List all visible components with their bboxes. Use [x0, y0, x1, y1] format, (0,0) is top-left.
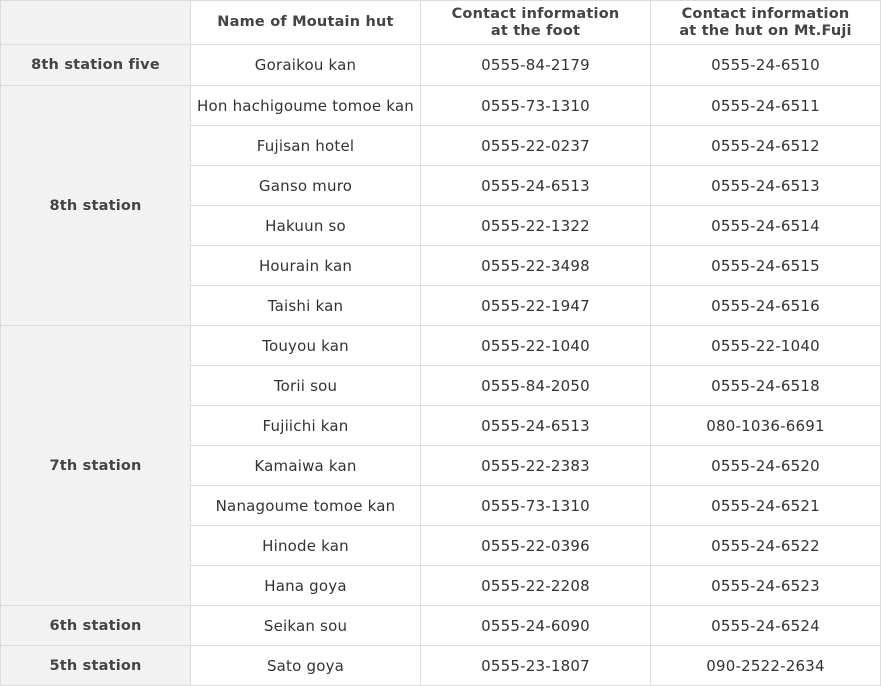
header-foot-contact — [421, 1, 651, 45]
foot-contact-cell: 0555-24-6513 — [421, 406, 651, 446]
hut-name-cell: Hinode kan — [191, 526, 421, 566]
header-hut-contact — [651, 1, 881, 45]
hut-contact-cell: 0555-24-6512 — [651, 126, 881, 166]
hut-contact-cell: 0555-22-1040 — [651, 326, 881, 366]
hut-name-cell: Ganso muro — [191, 166, 421, 206]
station-label: 5th station — [1, 646, 191, 686]
hut-name-cell: Hourain kan — [191, 246, 421, 286]
hut-name-cell: Fujisan hotel — [191, 126, 421, 166]
table-header — [1, 1, 881, 45]
hut-contact-cell: 0555-24-6514 — [651, 206, 881, 246]
foot-contact-cell: 0555-22-0396 — [421, 526, 651, 566]
foot-contact-cell: 0555-84-2050 — [421, 366, 651, 406]
hut-contact-cell: 0555-24-6516 — [651, 286, 881, 326]
header-corner-cell — [1, 1, 191, 45]
hut-contact-cell: 0555-24-6510 — [651, 45, 881, 86]
table-row — [1, 45, 881, 86]
foot-contact-cell: 0555-22-0237 — [421, 126, 651, 166]
hut-name-cell: Touyou kan — [191, 326, 421, 366]
header-foot-contact-line1: Contact information — [451, 5, 620, 22]
hut-contact-cell: 080-1036-6691 — [651, 406, 881, 446]
hut-name-cell: Nanagoume tomoe kan — [191, 486, 421, 526]
table-body — [1, 45, 881, 686]
hut-name-cell: Hana goya — [191, 566, 421, 606]
hut-name-cell: Goraikou kan — [191, 45, 421, 86]
table-row — [1, 606, 881, 646]
foot-contact-cell: 0555-22-2383 — [421, 446, 651, 486]
hut-contact-cell: 0555-24-6523 — [651, 566, 881, 606]
foot-contact-cell: 0555-84-2179 — [421, 45, 651, 86]
hut-contact-cell: 0555-24-6521 — [651, 486, 881, 526]
hut-contact-cell: 0555-24-6515 — [651, 246, 881, 286]
hut-name-cell: Hakuun so — [191, 206, 421, 246]
foot-contact-cell: 0555-23-1807 — [421, 646, 651, 686]
table-row — [1, 326, 881, 366]
header-foot-contact-line2: at the foot — [490, 22, 581, 39]
hut-name-cell: Hon hachigoume tomoe kan — [191, 86, 421, 126]
station-label: 8th station — [1, 86, 191, 326]
table-row — [1, 86, 881, 126]
foot-contact-cell: 0555-22-2208 — [421, 566, 651, 606]
hut-name-cell: Taishi kan — [191, 286, 421, 326]
hut-contact-cell: 0555-24-6518 — [651, 366, 881, 406]
header-row — [1, 1, 881, 45]
foot-contact-cell: 0555-22-1947 — [421, 286, 651, 326]
hut-name-cell: Kamaiwa kan — [191, 446, 421, 486]
foot-contact-cell: 0555-73-1310 — [421, 86, 651, 126]
foot-contact-cell: 0555-22-1322 — [421, 206, 651, 246]
foot-contact-cell: 0555-73-1310 — [421, 486, 651, 526]
hut-contact-cell: 0555-24-6522 — [651, 526, 881, 566]
hut-name-cell: Sato goya — [191, 646, 421, 686]
station-label: 6th station — [1, 606, 191, 646]
foot-contact-cell: 0555-24-6513 — [421, 166, 651, 206]
hut-contact-cell: 090-2522-2634 — [651, 646, 881, 686]
station-label: 7th station — [1, 326, 191, 606]
hut-contact-cell: 0555-24-6511 — [651, 86, 881, 126]
foot-contact-cell: 0555-22-1040 — [421, 326, 651, 366]
hut-name-cell: Seikan sou — [191, 606, 421, 646]
header-hut-contact-line1: Contact information — [681, 5, 850, 22]
foot-contact-cell: 0555-24-6090 — [421, 606, 651, 646]
table-row — [1, 646, 881, 686]
foot-contact-cell: 0555-22-3498 — [421, 246, 651, 286]
hut-contact-cell: 0555-24-6513 — [651, 166, 881, 206]
hut-contact-cell: 0555-24-6520 — [651, 446, 881, 486]
hut-name-cell: Torii sou — [191, 366, 421, 406]
hut-name-cell: Fujiichi kan — [191, 406, 421, 446]
header-hut-contact-line2: at the hut on Mt.Fuji — [679, 22, 852, 39]
station-label: 8th station five — [1, 45, 191, 86]
header-hut-name: Name of Moutain hut — [191, 1, 421, 45]
hut-contact-cell: 0555-24-6524 — [651, 606, 881, 646]
